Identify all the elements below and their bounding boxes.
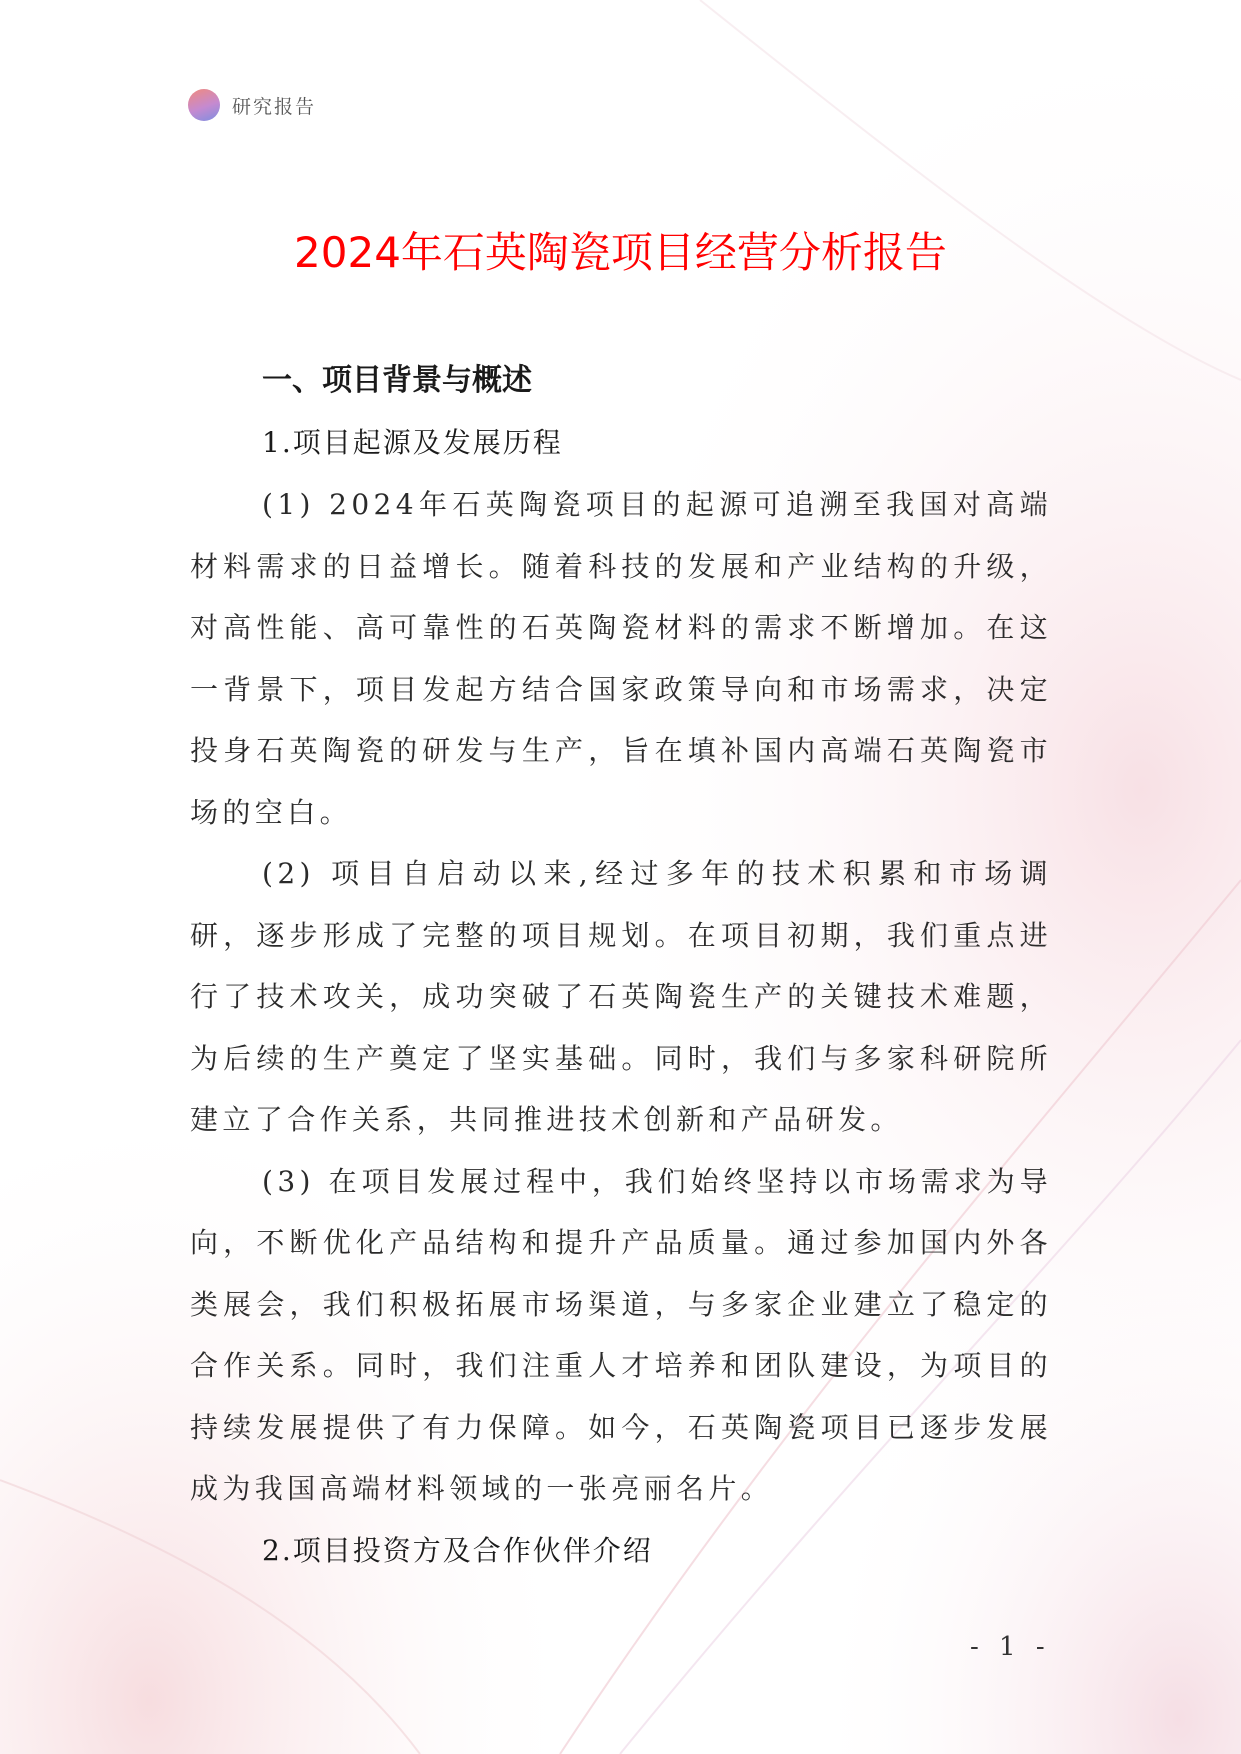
logo-circle-icon [188, 89, 220, 121]
subsection-heading-1: 1.项目起源及发展历程 [262, 426, 563, 459]
paragraph-2: (2) 项目自启动以来,经过多年的技术积累和市场调研，逐步形成了完整的项目规划。在项目初期，我们重点进行了技术攻关，成功突破了石英陶瓷生产的关键技术难题，为后续的生产奠定了坚实基础。同时，我们与多家科研院所建立了合作关系，共同推进技术创新和产品研发。 [190, 857, 1052, 1136]
header-label: 研究报告 [232, 95, 317, 118]
subsection-heading-2: 2.项目投资方及合作伙伴介绍 [262, 1533, 653, 1567]
paragraph-1: (1) 2024年石英陶瓷项目的起源可追溯至我国对高端材料需求的日益增长。随着科技的发展和产业结构的升级，对高性能、高可靠性的石英陶瓷材料的需求不断增加。在这一背景下，项目发起方结合国家政策导向和市场需求，决定投身石英陶瓷的研发与生产，旨在填补国内高端石英陶瓷市场的空白。 [190, 488, 1052, 829]
section-heading: 一、项目背景与概述 [262, 363, 532, 398]
document-title: 2024年石英陶瓷项目经营分析报告 [294, 228, 947, 277]
page-number: - 1 - [970, 1632, 1051, 1662]
document-body [190, 350, 1052, 1582]
paragraph-3: (3) 在项目发展过程中，我们始终坚持以市场需求为导向，不断优化产品结构和提升产品质量。通过参加国内外各类展会，我们积极拓展市场渠道，与多家企业建立了稳定的合作关系。同时，我们注重人才培养和团队建设，为项目的持续发展提供了有力保障。如今，石英陶瓷项目已逐步发展成为我国高端材料领域的一张亮丽名片。 [190, 1164, 1052, 1505]
document-header [188, 88, 316, 122]
